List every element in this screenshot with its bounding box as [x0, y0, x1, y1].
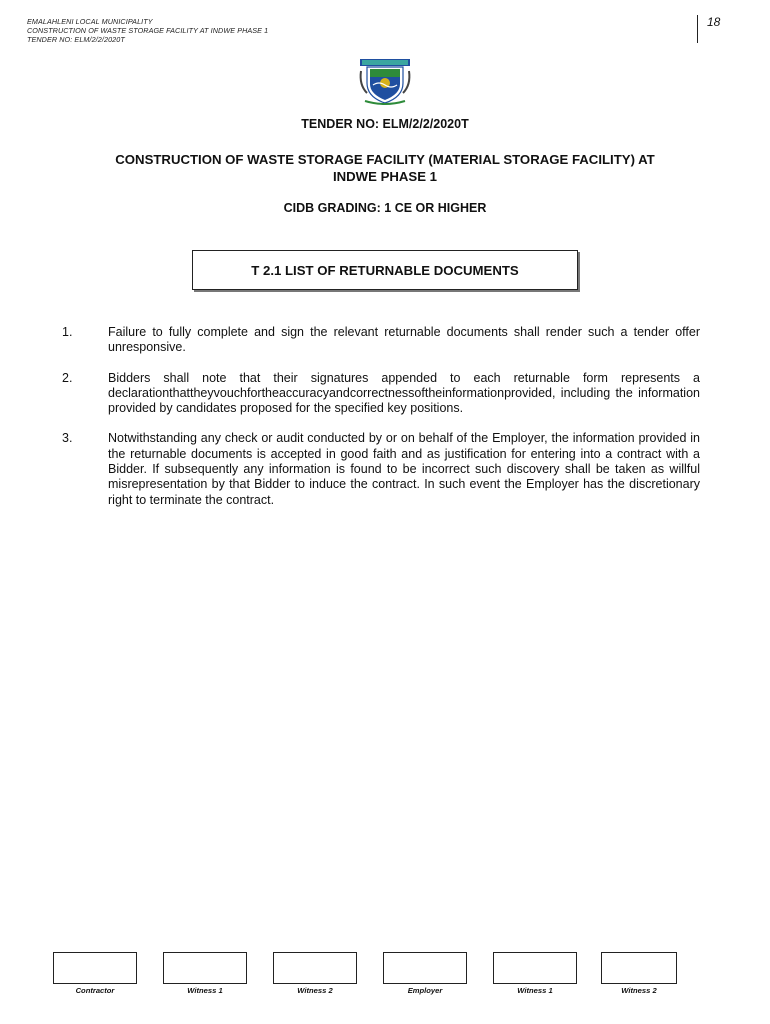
- clause-item: [0, 325, 770, 356]
- section-heading: T 2.1 LIST OF RETURNABLE DOCUMENTS: [251, 262, 519, 278]
- header-tender-no: TENDER NO: ELM/2/2/2020T: [27, 35, 125, 44]
- signature-label: Witness 2: [621, 986, 657, 995]
- signature-box[interactable]: [493, 952, 577, 984]
- tender-number-title: TENDER NO: ELM/2/2/2020T: [301, 117, 469, 131]
- signature-block-contractor: [53, 952, 137, 995]
- signature-row: [0, 952, 770, 1002]
- project-title-line-2: INDWE PHASE 1: [332, 169, 438, 184]
- municipality-crest-logo: [357, 57, 413, 107]
- clause-number: 1.: [62, 325, 73, 339]
- signature-block-employer-witness-1: [493, 952, 577, 995]
- page-number: 18: [697, 15, 720, 43]
- signature-label: Contractor: [75, 986, 115, 995]
- signature-box[interactable]: [601, 952, 677, 984]
- clause-item: [0, 371, 770, 417]
- clause-text: Failure to fully complete and sign the relevant returnable documents shall render such a tender offer unresponsive.: [108, 325, 700, 355]
- running-header: [27, 17, 268, 44]
- clause-number: 3.: [62, 431, 73, 446]
- signature-box[interactable]: [273, 952, 357, 984]
- signature-block-employer: [383, 952, 467, 995]
- project-title-line-1: CONSTRUCTION OF WASTE STORAGE FACILITY (MATERIAL STORAGE FACILITY) AT: [115, 152, 655, 167]
- signature-label: Employer: [407, 986, 443, 995]
- clause-item: [0, 431, 770, 507]
- header-municipality: EMALAHLENI LOCAL MUNICIPALITY: [27, 17, 153, 26]
- clause-text: Notwithstanding any check or audit conducted by or on behalf of the Employer, the information provided in the returnable documents is accepted in good faith and as justification for entering into a contract with a Bidder. If subsequently any information is found to be incorrect such discovery shall be taken as willful misrepresentation by that Bidder to induce the contract. In such event the Employer has the discretionary right to terminate the contract.: [108, 431, 700, 507]
- signature-box[interactable]: [383, 952, 467, 984]
- signature-block-witness-1: [163, 952, 247, 995]
- signature-block-employer-witness-2: [601, 952, 677, 995]
- header-project: CONSTRUCTION OF WASTE STORAGE FACILITY AT INDWE PHASE 1: [27, 26, 269, 35]
- signature-label: Witness 1: [187, 986, 223, 995]
- section-heading-box: [192, 250, 578, 290]
- project-title: [55, 151, 715, 185]
- signature-label: Witness 1: [517, 986, 553, 995]
- clause-list: [0, 325, 770, 523]
- cidb-grading: CIDB GRADING: 1 CE OR HIGHER: [283, 201, 487, 215]
- signature-label: Witness 2: [297, 986, 333, 995]
- signature-box[interactable]: [163, 952, 247, 984]
- signature-block-witness-2: [273, 952, 357, 995]
- clause-number: 2.: [62, 370, 73, 385]
- clause-text: Bidders shall note that their signatures appended to each returnable form represents a declarationthattheyvouchfortheaccuracyandcorrectnessoftheinformationprovided, including the information provided by candidates proposed for the specified key positions.: [108, 370, 700, 416]
- signature-box[interactable]: [53, 952, 137, 984]
